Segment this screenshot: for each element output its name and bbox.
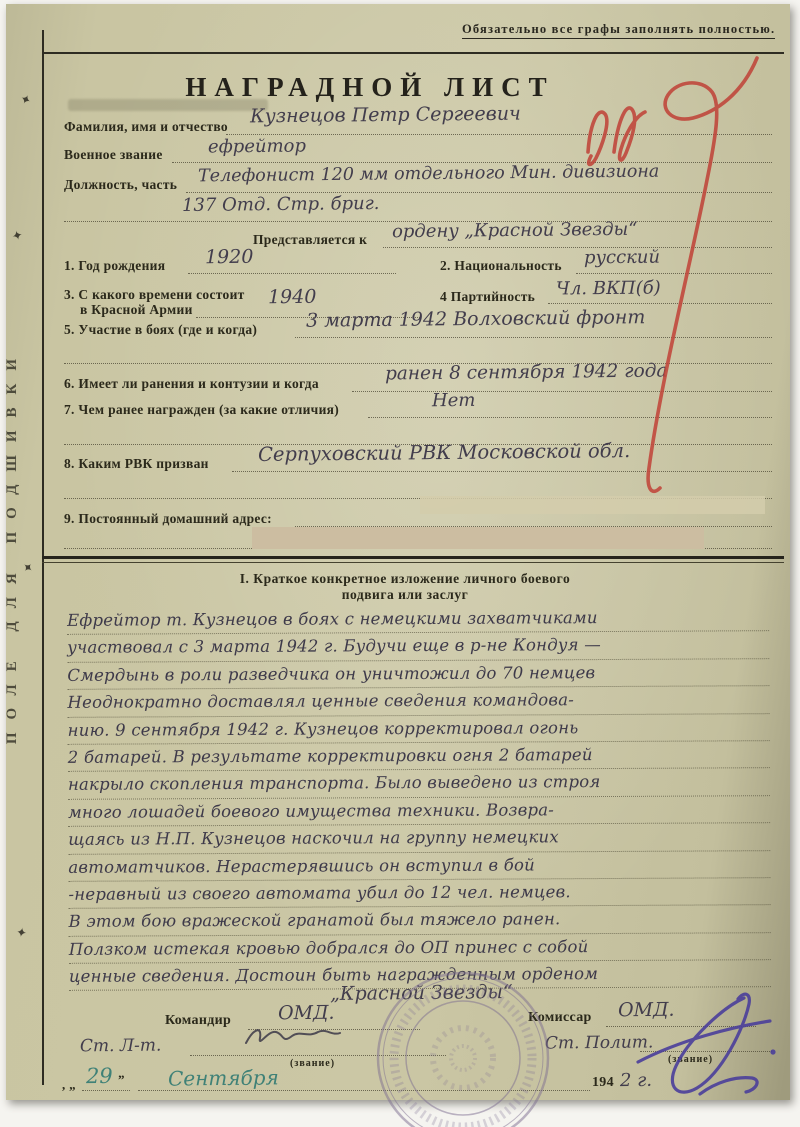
field-battles-value: 3 марта 1942 Волховский фронт (305, 306, 646, 332)
commander-value: ОМД. (277, 1001, 335, 1025)
field-prev-awards-label: 7. Чем ранее награжден (за какие отличия) (64, 402, 340, 417)
ruled-line (186, 192, 772, 193)
ruled-line (383, 247, 772, 248)
ruled-line (368, 417, 772, 418)
date-year-printed: 194 (592, 1075, 614, 1090)
handwritten-line: Ефрейтор т. Кузнецов в боях с немецкими захватчиками (67, 604, 769, 635)
binding-margin-text: ПОЛЕ ДЛЯ ПОДШИВКИ (4, 345, 20, 745)
top-note: Обязательно все графы заполнять полностью. (462, 22, 775, 39)
ruled-line (232, 471, 772, 472)
field-prev-awards-value: Нет (431, 389, 476, 412)
ruled-line (640, 1051, 772, 1052)
date-open-quote: , „ (62, 1077, 76, 1092)
ink-mark: ✦ (14, 924, 29, 941)
ruled-line (82, 1090, 130, 1091)
ruled-line (352, 391, 772, 392)
field-service-since-label-2: в Красной Армии (80, 302, 193, 317)
zvanie-note-right: (звание) (668, 1054, 714, 1065)
rank-right-value: Ст. Полит. (544, 1032, 654, 1054)
handwritten-line: В этом бою вражеской гранатой был тяжело ранен. (69, 905, 771, 936)
commissar-value: ОМД. (617, 998, 675, 1022)
handwritten-line: автоматчиков. Нерастерявшись он вступил в бой (68, 851, 770, 882)
zvanie-note-left: (звание) (290, 1058, 336, 1069)
handwritten-line: накрыло скопления транспорта. Было выведено из строя (68, 769, 770, 800)
field-position-value-2: 137 Отд. Стр. бриг. (181, 192, 380, 217)
ruled-line (548, 303, 772, 304)
field-party-value: Чл. ВКП(б) (555, 277, 661, 300)
handwritten-line: 2 батарей. В результате корректировки огня 2 батарей (68, 741, 770, 772)
ruled-line (248, 1029, 420, 1030)
commander-label: Командир (165, 1013, 232, 1028)
field-nationality-label: 2. Национальность (440, 258, 562, 273)
redaction-patch (420, 496, 765, 514)
rank-left-value: Ст. Л-т. (79, 1035, 162, 1057)
field-birth-year-label: 1. Год рождения (64, 258, 166, 273)
ruled-line (606, 1026, 756, 1027)
handwritten-line: щаясь из Н.П. Кузнецов наскочил на группу немецких (68, 823, 770, 854)
field-birth-year-value: 1920 (204, 245, 254, 269)
field-service-since-label-1: 3. С какого времени состоит (64, 287, 245, 302)
scan-smudge (68, 99, 268, 111)
field-address-label: 9. Постоянный домашний адрес: (64, 511, 272, 526)
date-year-handwritten: 2 г. (619, 1069, 653, 1092)
ink-mark: ✦ (17, 90, 34, 109)
field-rank-value: ефрейтор (207, 135, 307, 158)
section-separator (42, 556, 784, 559)
date-close-quote: ” (118, 1072, 125, 1087)
handwritten-line: много лошадей боевого имущества техники. Возвра- (68, 796, 770, 827)
handwritten-line: -неравный из своего автомата убил до 12 чел. немцев. (68, 878, 770, 909)
section1-body (67, 604, 771, 991)
section1-heading-line2: подвига или заслуг (341, 587, 469, 602)
ink-mark: ✦ (10, 226, 25, 245)
handwritten-line: Неоднократно доставлял ценные сведения командова- (67, 686, 769, 717)
top-frame-line (42, 52, 784, 54)
field-rank-label: Военное звание (64, 147, 163, 162)
field-nationality-value: русский (583, 246, 661, 269)
ruled-line (188, 273, 396, 274)
commissar-label: Комиссар (528, 1010, 592, 1025)
ink-mark: ✦ (18, 558, 37, 577)
section1-heading-line1: I. Краткое конкретное изложение личного боевого (239, 571, 571, 586)
ruled-line (226, 134, 772, 135)
field-battles-label: 5. Участие в боях (где и когда) (64, 322, 258, 337)
handwritten-line: участвовал с 3 марта 1942 г. Будучи еще в р-не Кондуя — (67, 632, 769, 663)
field-party-label: 4 Партийность (440, 289, 536, 304)
ruled-line (576, 273, 772, 274)
field-presented-value: ордену „Красной Звезды“ (391, 218, 638, 243)
date-month: Сентября (167, 1065, 279, 1091)
handwritten-line: ценные сведения. Достоин быть награжденным орденом (69, 960, 771, 991)
field-wounds-label: 6. Имеет ли ранения и контузии и когда (64, 376, 319, 391)
field-position-value-1: Телефонист 120 мм отдельного Мин. дивизиона (197, 161, 660, 187)
field-wounds-value: ранен 8 сентября 1942 года (384, 360, 668, 385)
handwritten-line: Смердынь в роли разведчика он уничтожил до 70 немцев (67, 659, 769, 690)
field-name-value: Кузнецов Петр Сергеевич (249, 102, 521, 128)
ruled-line (190, 1055, 446, 1056)
date-day: 29 (85, 1063, 113, 1089)
field-rvk-value: Серпуховский РВК Московской обл. (257, 439, 631, 466)
field-name-label: Фамилия, имя и отчество (64, 119, 228, 134)
section-separator-thin (42, 562, 784, 563)
handwritten-line: нию. 9 сентября 1942 г. Кузнецов корректировал огонь (68, 714, 770, 745)
field-presented-label: Представляется к (253, 232, 368, 247)
field-position-label: Должность, часть (64, 177, 178, 192)
field-service-since-value: 1940 (267, 285, 317, 309)
redaction-patch (252, 527, 704, 549)
field-rvk-label: 8. Каким РВК призван (64, 456, 209, 471)
ruled-line (295, 337, 772, 338)
handwritten-line: Ползком истекая кровью добрался до ОП принес с собой (69, 933, 771, 964)
section1-quote: „Красной Звезды“ (329, 981, 513, 1005)
form-title: НАГРАДНОЙ ЛИСТ (185, 72, 555, 102)
